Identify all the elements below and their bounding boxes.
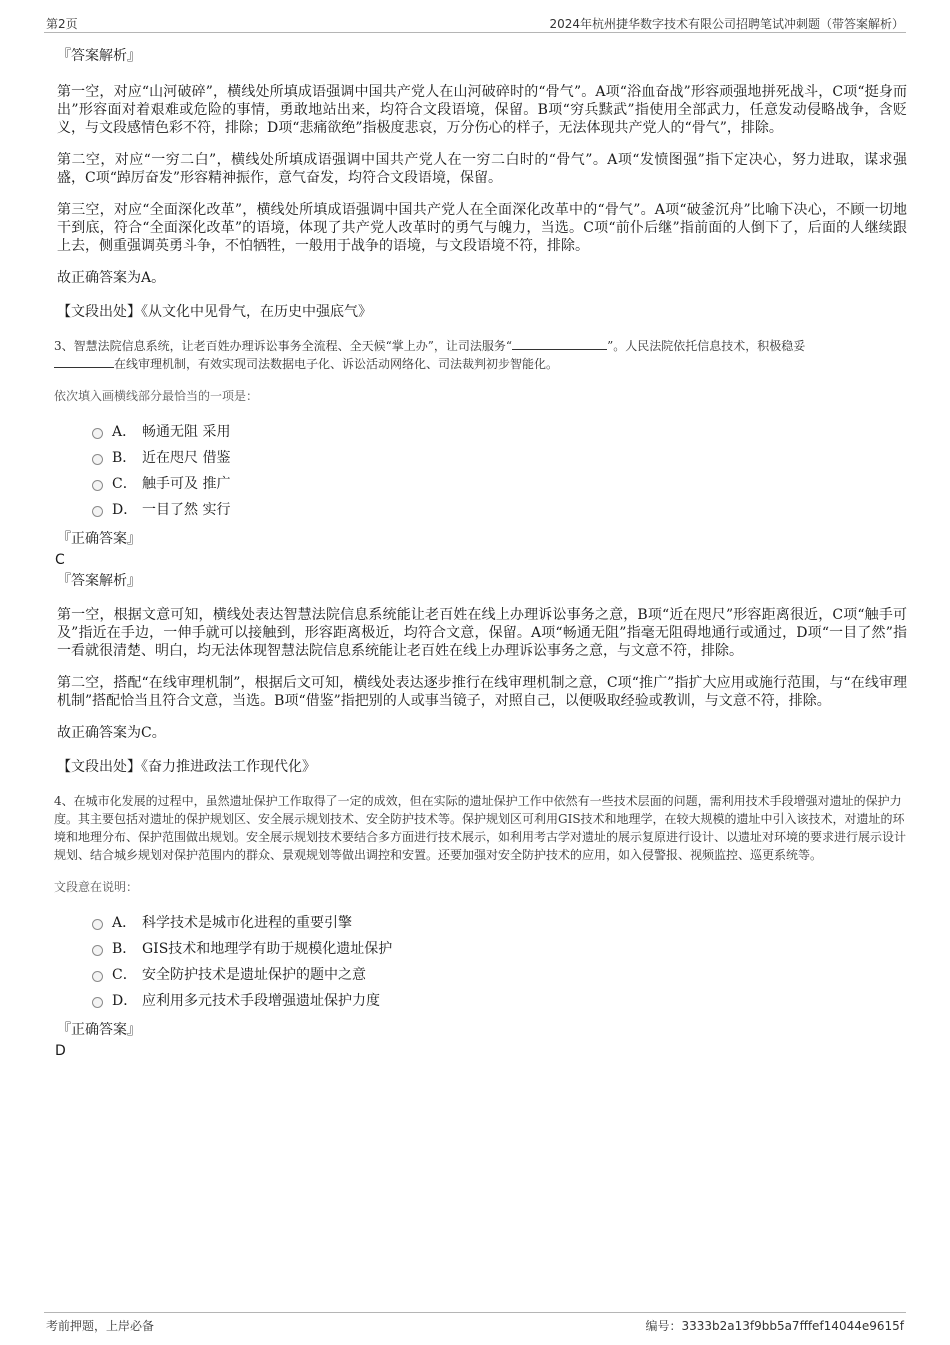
correct-answer: D xyxy=(55,1043,66,1059)
answer-label: 『正确答案』 xyxy=(57,531,141,547)
answer-label: 『正确答案』 xyxy=(57,1022,141,1038)
option-c[interactable]: C． 触手可及 推广 xyxy=(92,471,907,497)
question-4 xyxy=(54,792,907,1014)
option-b[interactable]: B． GIS技术和地理学有助于规模化遗址保护 xyxy=(92,936,907,962)
option-d[interactable]: D． 应利用多元技术手段增强遗址保护力度 xyxy=(92,988,907,1014)
option-d[interactable]: D． 一目了然 实行 xyxy=(92,497,907,523)
analysis-paragraph: 第三空，对应“全面深化改革”，横线处所填成语强调中国共产党人在全面深化改革中的“骨气”。A项“破釜沉舟”比喻下决心，不顾一切地干到底，符合“全面深化改革”的语境，体现了共产党人改革时的勇气与魄力，当选。C项“前仆后继”指前面的人倒下了，后面的人继续跟上去，侧重强调英勇斗争，不怕牺牲，一般用于战争的语境，与文段语境不符，排除。 xyxy=(57,202,907,254)
radio-icon[interactable] xyxy=(92,971,103,982)
option-c[interactable]: C． 安全防护技术是遗址保护的题中之意 xyxy=(92,962,907,988)
analysis-paragraph: 第一空，对应“山河破碎”，横线处所填成语强调中国共产党人在山河破碎时的“骨气”。A项“浴血奋战”形容顽强地拼死战斗，C项“挺身而出”形容面对着艰难或危险的事情，勇敢地站出来，均符合文段语境，保留。B项“穷兵黩武”指使用全部武力，任意发动侵略战争，含贬义，与文段感情色彩不符，排除；D项“悲痛欲绝”指极度悲哀，万分伤心的样子，无法体现共产党人的“骨气”，排除。 xyxy=(57,84,907,136)
correct-answer: C xyxy=(55,552,65,568)
question-text: 4、在城市化发展的过程中，虽然遗址保护工作取得了一定的成效，但在实际的遗址保护工作中依然有一些技术层面的问题，需利用技术手段增强对遗址的保护力度。其主要包括对遗址的保护规划区、安全展示规划技术、安全防护技术等。保护规划区可利用GIS技术和地理学，在较大规模的遗址中引入该技术，对遗址的环境和地理分布、保护范围做出规划。安全展示规划技术要结合多方面进行技术展示，如利用考古学对遗址的展示复原进行设计、以遗址对环境的要求进行展示设计规划、结合城乡规划对保护范围内的群众、景观规划等做出调控和安置。还要加强对安全防护技术的应用，如入侵警报、视频监控、巡更系统等。 xyxy=(54,794,907,862)
question-prompt: 依次填入画横线部分最恰当的一项是： xyxy=(54,389,259,403)
option-list xyxy=(92,910,907,1014)
blank-line xyxy=(512,337,607,350)
source-citation: 【文段出处】《从文化中见骨气，在历史中强底气》 xyxy=(57,304,372,320)
conclusion-text: 故正确答案为C。 xyxy=(57,725,166,741)
footer-slogan: 考前押题，上岸必备 xyxy=(46,1319,155,1333)
option-a[interactable]: A． 科学技术是城市化进程的重要引擎 xyxy=(92,910,907,936)
analysis-paragraph: 第一空，根据文意可知，横线处表达智慧法院信息系统能让老百姓在线上办理诉讼事务之意，B项“近在咫尺”形容距离很近，C项“触手可及”指近在手边，一伸手就可以接触到，形容距离极近，均符合文意，保留。A项“畅通无阻”指毫无阻碍地通行或通过，D项“一目了然”指一看就很清楚、明白，均无法体现智慧法院信息系统能让老百姓在线上办理诉讼事务之意，与文意不符，排除。 xyxy=(57,607,907,659)
page-content xyxy=(54,40,907,1061)
question-3 xyxy=(54,337,907,523)
option-a[interactable]: A． 畅通无阻 采用 xyxy=(92,419,907,445)
analysis-label: 『答案解析』 xyxy=(57,48,141,64)
source-citation: 【文段出处】《奋力推进政法工作现代化》 xyxy=(57,759,316,775)
radio-icon[interactable] xyxy=(92,506,103,517)
radio-icon[interactable] xyxy=(92,997,103,1008)
radio-icon[interactable] xyxy=(92,454,103,465)
page-header xyxy=(44,12,906,33)
question-text: 3、智慧法院信息系统，让老百姓办理诉讼事务全流程、全天候“掌上办”，让司法服务“ ”。人民法院依托信息技术，积极稳妥 在线审理机制，有效实现司法数据电子化、诉讼活动网络化、司法裁判初步智能化。 xyxy=(54,339,806,371)
document-title: 2024年杭州捷华数字技术有限公司招聘笔试冲刺题（带答案解析） xyxy=(549,17,904,31)
question-prompt: 文段意在说明： xyxy=(54,880,139,894)
document-id: 编号：3333b2a13f9bb5a7fffef14044e9615f xyxy=(645,1319,904,1333)
page-number: 第2页 xyxy=(46,17,78,31)
analysis-paragraph: 第二空，搭配“在线审理机制”，根据后文可知，横线处表达逐步推行在线审理机制之意，C项“推广”指扩大应用或施行范围，与“在线审理机制”搭配恰当且符合文意，当选。B项“借鉴”指把别的人或事当镜子，对照自己，以便吸取经验或教训，与文意不符，排除。 xyxy=(57,675,907,709)
option-list xyxy=(92,419,907,523)
analysis-label: 『答案解析』 xyxy=(57,573,141,589)
radio-icon[interactable] xyxy=(92,919,103,930)
conclusion-text: 故正确答案为A。 xyxy=(57,270,166,286)
analysis-paragraph: 第二空，对应“一穷二白”，横线处所填成语强调中国共产党人在一穷二白时的“骨气”。A项“发愤图强”指下定决心，努力进取，谋求强盛，C项“踔厉奋发”形容精神振作，意气奋发，均符合文段语境，保留。 xyxy=(57,152,907,186)
option-b[interactable]: B． 近在咫尺 借鉴 xyxy=(92,445,907,471)
blank-line xyxy=(54,355,114,368)
radio-icon[interactable] xyxy=(92,428,103,439)
radio-icon[interactable] xyxy=(92,480,103,491)
radio-icon[interactable] xyxy=(92,945,103,956)
page-footer xyxy=(44,1312,906,1335)
